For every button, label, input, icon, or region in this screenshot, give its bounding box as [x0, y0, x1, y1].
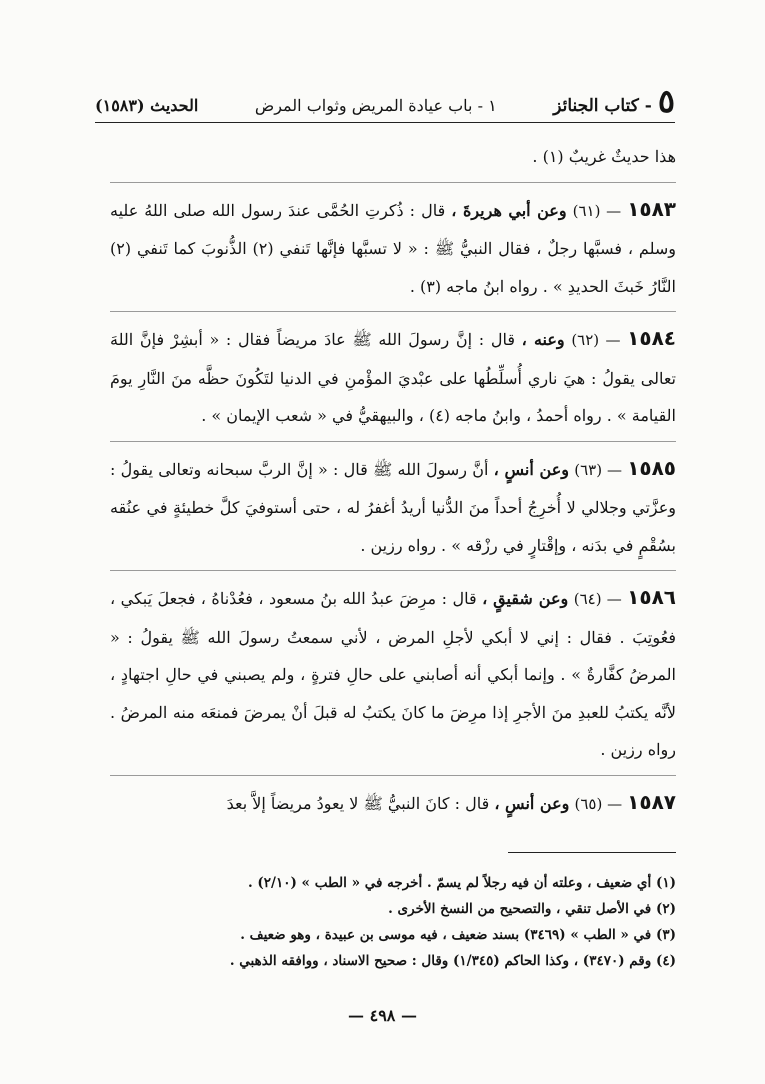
hadith-reference: الحديث (١٥٨٣): [95, 96, 199, 115]
hadith-text: قال : كانَ النبيُّ ﷺ لا يعودُ مريضاً إلاَّ بعدَ: [226, 793, 490, 813]
hadith-sub-number: — (٦١): [572, 201, 622, 220]
hadith-sub-number: — (٦٤): [573, 590, 622, 608]
hadith-number: ١٥٨٥: [627, 455, 677, 480]
footnote: (٢) في الأصل تنقي ، والتصحيح من النسخ الأخرى .: [388, 901, 676, 917]
running-header: [95, 82, 675, 123]
hadith-number: ١٥٨٤: [627, 326, 676, 350]
hadith-narrator: وعنه ،: [521, 330, 565, 349]
hadith-entry: [110, 320, 676, 435]
volume-number: ٥: [657, 82, 675, 120]
footnote: (١) أي ضعيف ، وعلته أن فيه رجلاً لم يسمّ . أخرجه في « الطب » (٢/١٠) .: [247, 875, 676, 891]
hadith-entry: [110, 784, 676, 824]
intro-line: هذا حديثٌ غريبٌ (١) .: [532, 147, 676, 166]
separator: [110, 441, 676, 442]
hadith-narrator: وعن أنسٍ ،: [494, 793, 570, 813]
hadith-sub-number: — (٦٥): [574, 794, 623, 813]
hadith-narrator: وعن أنسٍ ،: [493, 459, 569, 479]
hadith-number: ١٥٨٦: [627, 585, 676, 609]
hadith-sub-number: — (٦٢): [571, 331, 621, 349]
hadith-entry: [110, 450, 676, 565]
hadith-text: قال : ذُكرتِ الحُمَّى عندَ رسول الله صلى اللهُ عليه وسلم ، فسبَّها رجلٌ ، فقال النبيُّ ﷺ : « لا تسبَّها فإنَّها تَنفي (٢) الذُّنوبَ كما تَنفي (٢) النَّارُ خَبثَ الحديدِ » . رواه ابنُ ماجه (٣) .: [110, 200, 677, 296]
hadith-entry: [110, 579, 676, 769]
footnotes: [150, 870, 676, 974]
separator: [110, 775, 676, 776]
hadith-text: قال : إنَّ رسولَ الله ﷺ عادَ مريضاً فقال : « أبشِرْ فإنَّ اللهَ تعالى يقولُ : هيَ ناري أُسلِّطُها على عبْديَ المؤْمنِ في الدنيا لتَكُونَ حظَّه منَ النَّارِ يومَ القيامة » . رواه أحمدُ ، وابنُ ماجه (٤) ، والبيهقيُّ في « شعب الإيمان » .: [110, 330, 676, 425]
hadith-narrator: وعن أبي هريرةَ ،: [451, 200, 567, 220]
page-number: — ٤٩٨ —: [348, 1006, 417, 1025]
hadith-text: أنَّ رسولَ الله ﷺ قال : « إنَّ الربَّ سبحانه وتعالى يقولُ : وعزَّتي وجلالي لا أُخرِجُ أحداً منَ الدُّنيا أريدُ أغفرُ له ، حتى أستوفيَ كلَّ خطيئةٍ في عنُقه بسُقْمٍ في بدَنه ، وإقْتارٍ في رزْقه » . رواه رزين .: [110, 459, 676, 555]
separator: [110, 570, 676, 571]
separator: [110, 182, 676, 183]
book-title: - كتاب الجنائز: [553, 96, 652, 116]
header-book: [553, 82, 675, 122]
page-body: [110, 138, 676, 823]
hadith-number: ١٥٨٣: [627, 196, 677, 221]
separator: [110, 311, 676, 312]
hadith-text: قال : مرِضَ عبدُ الله بنُ مسعود ، فعُدْناهُ ، فجعلَ يَبكي ، فعُوتِبَ . فقال : إني لا أبكي لأجلِ المرض ، لأني سمعتُ رسولَ الله ﷺ يقولُ : « المرضُ كفَّارةٌ » . وإنما أبكي أنه أصابني على حالِ فترةٍ ، ولم يصبني في حالِ اجتهادٍ ، لأنَّه يكتبُ للعبدِ منَ الأجرِ إذا مرِضَ ما كانَ يكتبُ له قبلَ أنْ يمرضَ فمنعَه منه المرضُ . رواه رزين .: [110, 589, 676, 759]
chapter-title: ١ - باب عيادة المريض وثواب المرض: [254, 96, 497, 115]
hadith-narrator: وعن شقيقٍ ،: [482, 589, 569, 608]
hadith-number: ١٥٨٧: [627, 789, 676, 814]
hadith-sub-number: — (٦٣): [574, 460, 622, 479]
footnote: (٤) وقم (٣٤٧٠) ، وكذا الحاكم (١/٣٤٥) وقال : صحيح الاسناد ، ووافقه الذهبي .: [229, 953, 676, 969]
footnote: (٣) في « الطب » (٣٤٦٩) بسند ضعيف ، فيه موسى بن عبيدة ، وهو ضعيف .: [240, 927, 676, 943]
hadith-entry: [110, 191, 676, 306]
footnote-rule: [508, 852, 676, 853]
